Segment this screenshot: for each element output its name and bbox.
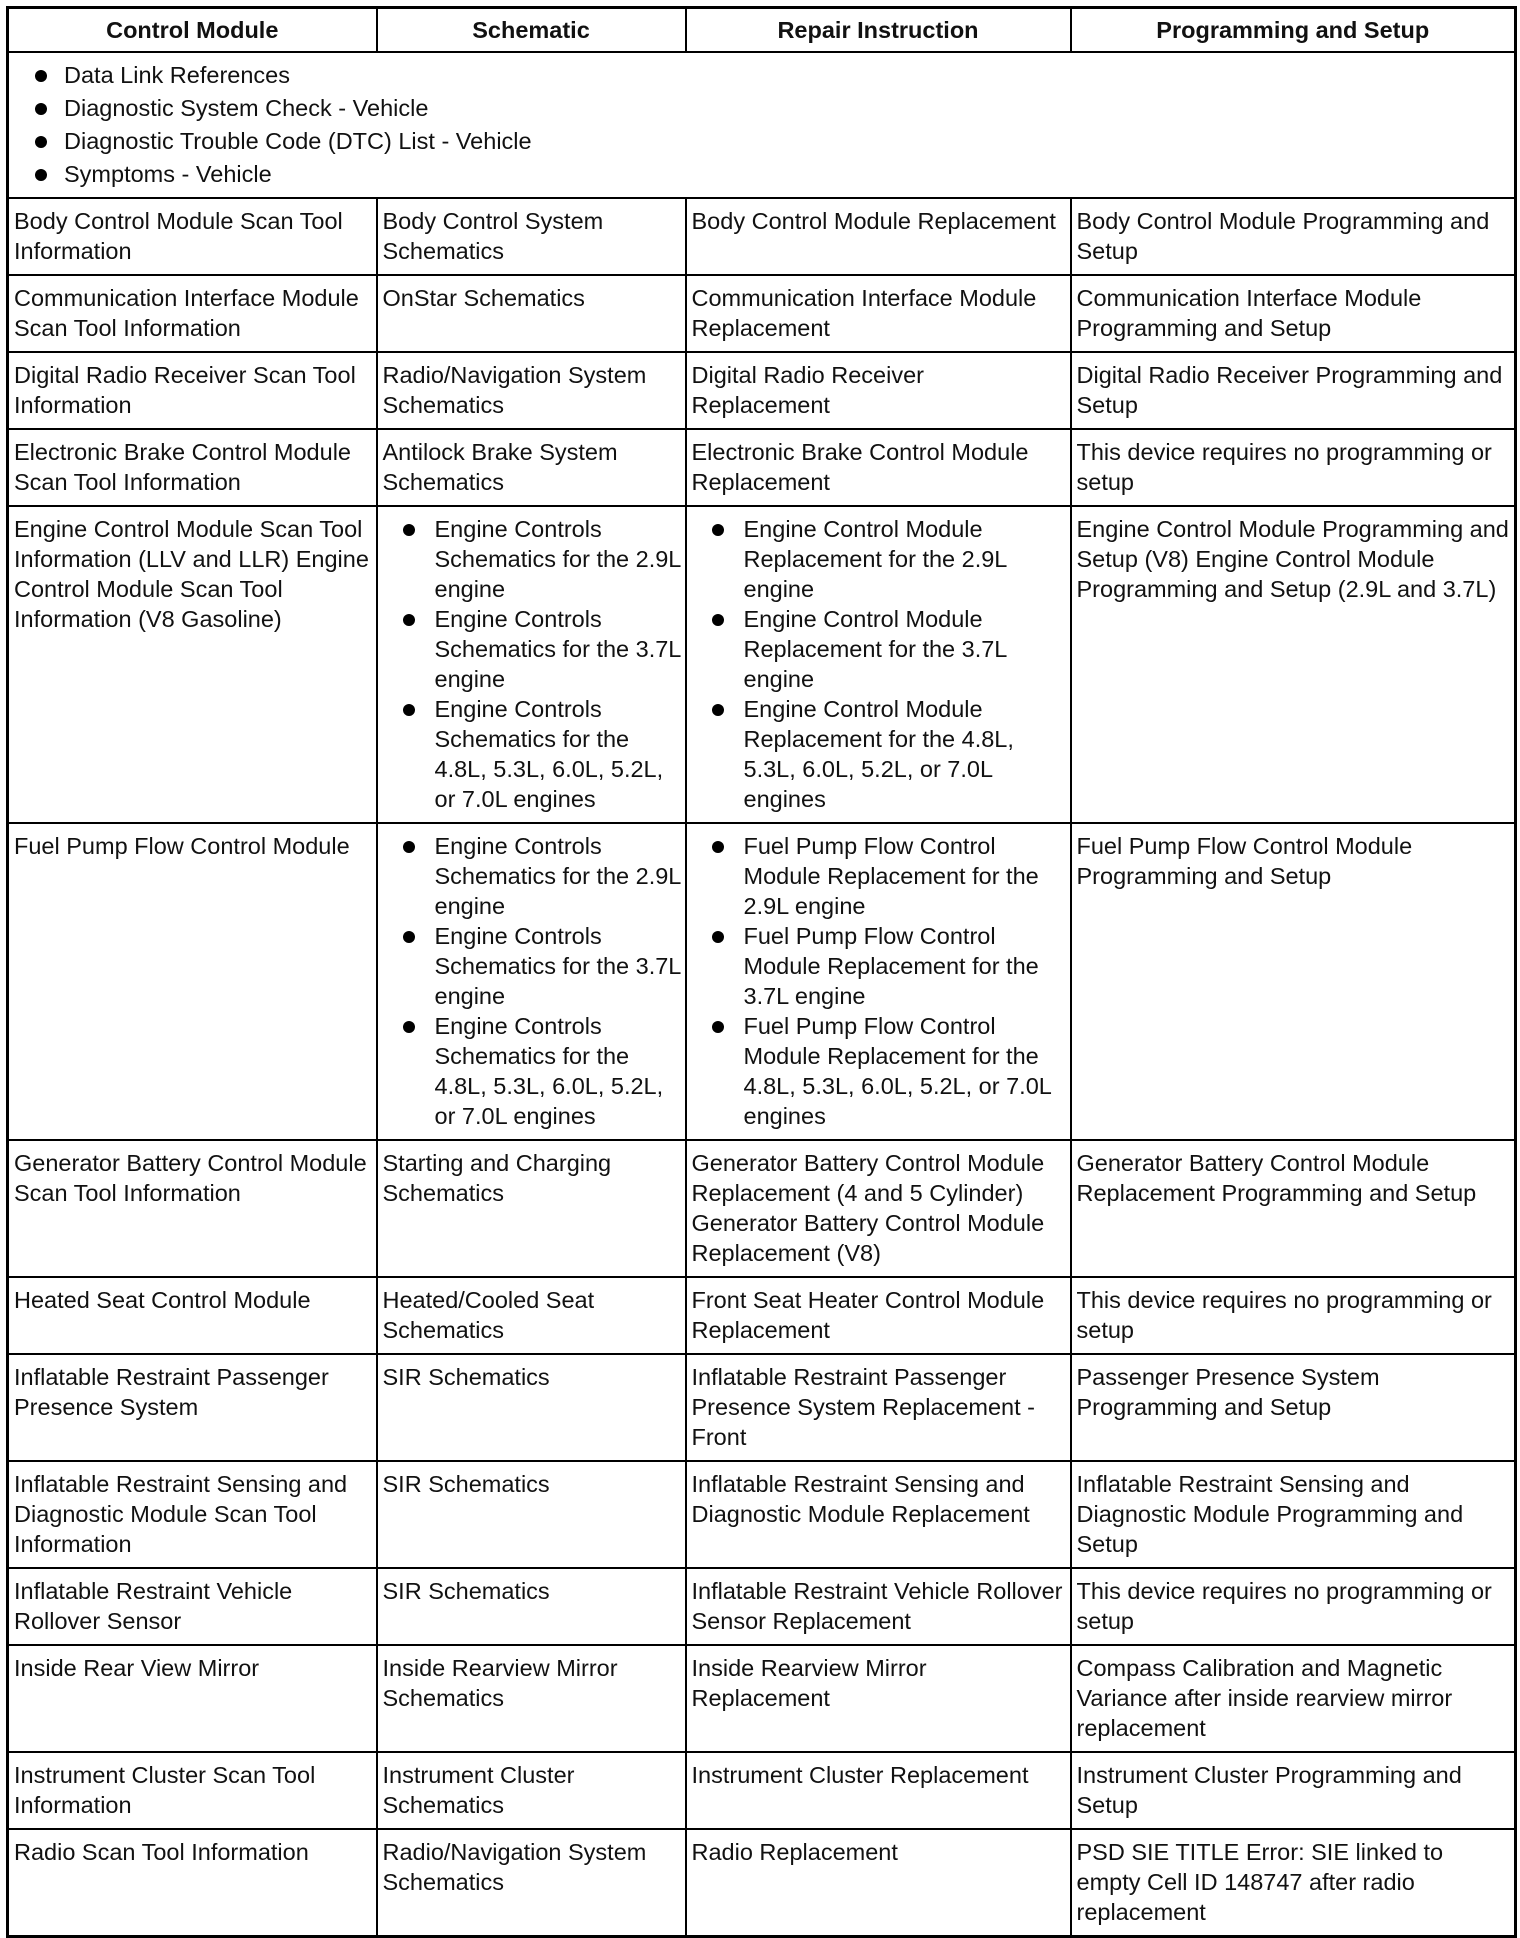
repair-link[interactable]: Fuel Pump Flow Control Module Replacement for the 3.7L engine [692, 921, 1067, 1011]
module-cell[interactable]: Inside Rear View Mirror [8, 1645, 377, 1752]
table-header-row [8, 8, 1516, 53]
header-schematic: Schematic [377, 8, 686, 53]
header-repair-instruction: Repair Instruction [686, 8, 1071, 53]
repair-link[interactable]: Fuel Pump Flow Control Module Replacement for the 2.9L engine [692, 831, 1067, 921]
table-row [8, 1461, 1516, 1568]
intro-row [8, 52, 1516, 198]
programming-cell[interactable]: Body Control Module Programming and Setup [1071, 198, 1516, 275]
module-cell[interactable]: Body Control Module Scan Tool Information [8, 198, 377, 275]
schematic-cell[interactable]: SIR Schematics [377, 1354, 686, 1461]
schematic-cell[interactable]: SIR Schematics [377, 1568, 686, 1645]
schematic-cell[interactable]: Starting and Charging Schematics [377, 1140, 686, 1277]
table-row [8, 275, 1516, 352]
table-row [8, 506, 1516, 823]
link-symptoms-vehicle[interactable]: Symptoms - Vehicle [14, 158, 1509, 191]
schematic-cell[interactable]: Body Control System Schematics [377, 198, 686, 275]
table-row [8, 352, 1516, 429]
link-data-link-references[interactable]: Data Link References [14, 59, 1509, 92]
programming-cell: This device requires no programming or setup [1071, 429, 1516, 506]
programming-cell[interactable]: Inflatable Restraint Sensing and Diagnostic Module Programming and Setup [1071, 1461, 1516, 1568]
programming-cell[interactable]: Compass Calibration and Magnetic Variance after inside rearview mirror replacement [1071, 1645, 1516, 1752]
schematic-link[interactable]: Engine Controls Schematics for the 3.7L engine [383, 921, 682, 1011]
module-cell[interactable]: Inflatable Restraint Passenger Presence System [8, 1354, 377, 1461]
table-row [8, 1354, 1516, 1461]
module-cell[interactable]: Heated Seat Control Module [8, 1277, 377, 1354]
programming-cell: This device requires no programming or setup [1071, 1568, 1516, 1645]
control-module-reference-sheet [6, 6, 1514, 1938]
repair-cell[interactable]: Radio Replacement [686, 1829, 1071, 1937]
module-cell[interactable]: Electronic Brake Control Module Scan Tool Information [8, 429, 377, 506]
repair-link[interactable]: Fuel Pump Flow Control Module Replacement for the 4.8L, 5.3L, 6.0L, 5.2L, or 7.0L engines [692, 1011, 1067, 1131]
repair-cell[interactable]: Inside Rearview Mirror Replacement [686, 1645, 1071, 1752]
table-row [8, 1829, 1516, 1937]
schematic-link[interactable]: Engine Controls Schematics for the 4.8L, 5.3L, 6.0L, 5.2L, or 7.0L engines [383, 1011, 682, 1131]
repair-cell[interactable]: Communication Interface Module Replacement [686, 275, 1071, 352]
repair-cell[interactable]: Inflatable Restraint Passenger Presence System Replacement - Front [686, 1354, 1071, 1461]
programming-cell[interactable]: Digital Radio Receiver Programming and Setup [1071, 352, 1516, 429]
schematic-cell[interactable]: SIR Schematics [377, 1461, 686, 1568]
repair-cell[interactable]: Front Seat Heater Control Module Replacement [686, 1277, 1071, 1354]
repair-cell[interactable]: Electronic Brake Control Module Replacement [686, 429, 1071, 506]
module-cell[interactable]: Radio Scan Tool Information [8, 1829, 377, 1937]
schematic-link[interactable]: Engine Controls Schematics for the 2.9L engine [383, 831, 682, 921]
schematic-cell [377, 506, 686, 823]
repair-cell[interactable]: Digital Radio Receiver Replacement [686, 352, 1071, 429]
repair-cell[interactable]: Body Control Module Replacement [686, 198, 1071, 275]
repair-cell[interactable]: Instrument Cluster Replacement [686, 1752, 1071, 1829]
schematic-cell[interactable]: OnStar Schematics [377, 275, 686, 352]
table-row [8, 1645, 1516, 1752]
table-row [8, 1568, 1516, 1645]
module-cell[interactable]: Inflatable Restraint Sensing and Diagnostic Module Scan Tool Information [8, 1461, 377, 1568]
module-cell[interactable]: Fuel Pump Flow Control Module [8, 823, 377, 1140]
programming-cell: This device requires no programming or setup [1071, 1277, 1516, 1354]
header-control-module: Control Module [8, 8, 377, 53]
repair-cell[interactable]: Inflatable Restraint Vehicle Rollover Sensor Replacement [686, 1568, 1071, 1645]
schematic-cell [377, 823, 686, 1140]
table-row [8, 1277, 1516, 1354]
schematic-link[interactable]: Engine Controls Schematics for the 2.9L engine [383, 514, 682, 604]
control-module-table [6, 6, 1517, 1938]
module-cell[interactable]: Engine Control Module Scan Tool Information (LLV and LLR) Engine Control Module Scan Tool Information (V8 Gasoline) [8, 506, 377, 823]
schematic-cell[interactable]: Radio/Navigation System Schematics [377, 1829, 686, 1937]
module-cell[interactable]: Generator Battery Control Module Scan Tool Information [8, 1140, 377, 1277]
programming-cell[interactable]: Instrument Cluster Programming and Setup [1071, 1752, 1516, 1829]
schematic-cell[interactable]: Heated/Cooled Seat Schematics [377, 1277, 686, 1354]
table-row [8, 1140, 1516, 1277]
schematic-cell[interactable]: Instrument Cluster Schematics [377, 1752, 686, 1829]
module-cell[interactable]: Communication Interface Module Scan Tool Information [8, 275, 377, 352]
repair-cell[interactable]: Generator Battery Control Module Replacement (4 and 5 Cylinder) Generator Battery Control Module Replacement (V8) [686, 1140, 1071, 1277]
repair-cell [686, 823, 1071, 1140]
module-cell[interactable]: Digital Radio Receiver Scan Tool Information [8, 352, 377, 429]
programming-cell[interactable]: Passenger Presence System Programming and Setup [1071, 1354, 1516, 1461]
module-cell[interactable]: Instrument Cluster Scan Tool Information [8, 1752, 377, 1829]
repair-cell[interactable]: Inflatable Restraint Sensing and Diagnostic Module Replacement [686, 1461, 1071, 1568]
link-dtc-list[interactable]: Diagnostic Trouble Code (DTC) List - Vehicle [14, 125, 1509, 158]
intro-link-list [14, 59, 1509, 191]
programming-cell[interactable]: Fuel Pump Flow Control Module Programming and Setup [1071, 823, 1516, 1140]
programming-cell: PSD SIE TITLE Error: SIE linked to empty Cell ID 148747 after radio replacement [1071, 1829, 1516, 1937]
programming-cell[interactable]: Engine Control Module Programming and Setup (V8) Engine Control Module Programming and Setup (2.9L and 3.7L) [1071, 506, 1516, 823]
table-row [8, 198, 1516, 275]
schematic-link[interactable]: Engine Controls Schematics for the 3.7L engine [383, 604, 682, 694]
repair-list [692, 831, 1067, 1131]
repair-cell [686, 506, 1071, 823]
repair-list [692, 514, 1067, 814]
link-diagnostic-system-check[interactable]: Diagnostic System Check - Vehicle [14, 92, 1509, 125]
repair-link[interactable]: Engine Control Module Replacement for the 3.7L engine [692, 604, 1067, 694]
header-programming-setup: Programming and Setup [1071, 8, 1516, 53]
module-cell[interactable]: Inflatable Restraint Vehicle Rollover Sensor [8, 1568, 377, 1645]
repair-link[interactable]: Engine Control Module Replacement for the 2.9L engine [692, 514, 1067, 604]
intro-links-cell [8, 52, 1516, 198]
table-row [8, 823, 1516, 1140]
programming-cell[interactable]: Generator Battery Control Module Replacement Programming and Setup [1071, 1140, 1516, 1277]
repair-link[interactable]: Engine Control Module Replacement for the 4.8L, 5.3L, 6.0L, 5.2L, or 7.0L engines [692, 694, 1067, 814]
schematic-cell[interactable]: Antilock Brake System Schematics [377, 429, 686, 506]
table-row [8, 1752, 1516, 1829]
schematic-list [383, 514, 682, 814]
programming-cell[interactable]: Communication Interface Module Programming and Setup [1071, 275, 1516, 352]
schematic-cell[interactable]: Inside Rearview Mirror Schematics [377, 1645, 686, 1752]
schematic-list [383, 831, 682, 1131]
schematic-link[interactable]: Engine Controls Schematics for the 4.8L, 5.3L, 6.0L, 5.2L, or 7.0L engines [383, 694, 682, 814]
table-row [8, 429, 1516, 506]
schematic-cell[interactable]: Radio/Navigation System Schematics [377, 352, 686, 429]
